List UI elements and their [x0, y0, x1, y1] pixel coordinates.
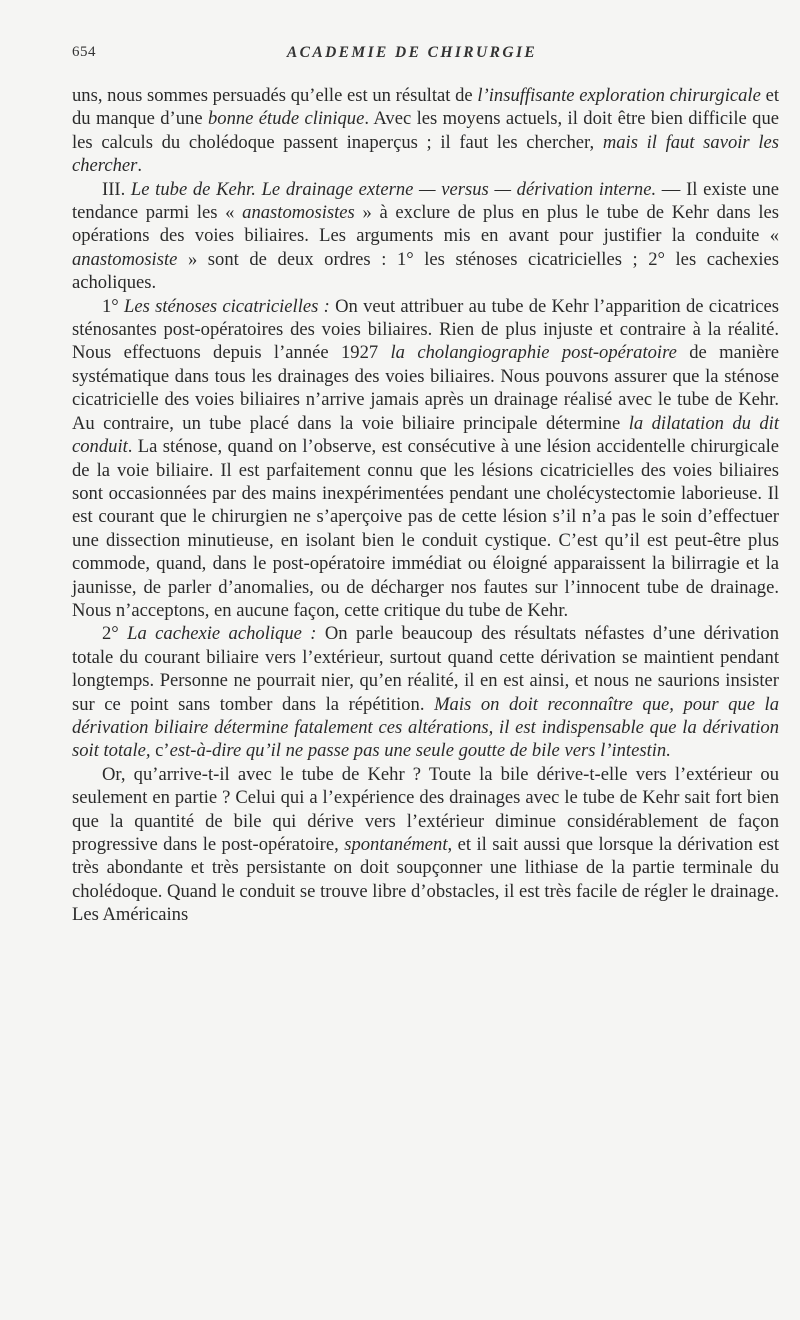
italic-text: Mais on doit reconnaître que, pour que la dérivation biliaire détermine fatalement ces altérations, il est indispensable que la dérivation soit totale, [72, 693, 780, 762]
text-run: et du manque d’une [72, 85, 779, 130]
text-run: III. [102, 178, 131, 200]
text-run: c’ [150, 740, 170, 762]
text-run: 2° [102, 623, 128, 645]
italic-text: anastomosiste [72, 248, 178, 270]
text-run: . La sténose, quand on l’observe, est consécutive à une lésion accidentelle chirurgicale de la voie biliaire. Il est parfaitement connu que les lésions cicatricielles des voies biliaires sont occasionnées par des mains inexpérimentées pendant une cholécystectomie laborieuse. Il est courant que le chirurgien ne s’aperçoive pas de cette lésion s’il n’a pas le soin d’effectuer une dissection minutieuse, en isolant bien le conduit cystique. C’est qu’il est peut-être plus commode, quand, dans le post-opératoire immédiat ou éloigné apparaissent la bilirragie et la jaunisse, de parler d’anomalies, ou de décharger nos fautes sur l’innocent tube de drainage. Nous n’acceptons, en aucune façon, cette critique du tube de Kehr. [72, 436, 779, 621]
running-title: ACADEMIE DE CHIRURGIE [286, 44, 538, 61]
italic-text: est-à-dire qu’il ne passe pas une seule goutte de bile vers l’intestin. [169, 740, 671, 762]
paragraph [72, 178, 779, 295]
italic-text: l’insuffisante exploration chirurgicale [477, 85, 761, 106]
text-run: On parle beaucoup des résultats néfastes d’une dérivation totale du courant biliaire vers l’extérieur, surtout quand cette dérivation se maintient pendant longtemps. Personne ne pourrait nier, qu’en réalité, il en est ainsi, et nous ne saurions insister sur ce point sans tomber dans la répétition. [72, 623, 779, 715]
text-run: » sont de deux ordres : 1° les sténoses cicatricielles ; 2° les cachexies acholiques. [72, 248, 779, 294]
page-header [72, 44, 752, 68]
italic-text: la dilatation du dit conduit [72, 412, 779, 458]
italic-text: bonne étude clinique [207, 108, 365, 130]
text-run: » à exclure de plus en plus le tube de Kehr dans les opérations des voies biliaires. Les arguments mis en avant pour justifier la conduite « [72, 202, 779, 247]
paragraph [72, 622, 779, 762]
paragraph [72, 763, 779, 927]
italic-text: anastomosistes [242, 202, 355, 224]
body-text [72, 84, 779, 927]
italic-text: Le tube de Kehr. Le drainage externe — versus — dérivation interne. [130, 178, 657, 200]
italic-text: la cholangiographie post-opératoire [390, 342, 677, 364]
italic-text: La cachexie acholique : [127, 623, 317, 645]
page-number: 654 [72, 44, 96, 60]
text-run: . [137, 155, 143, 177]
italic-text: Les sténoses cicatricielles : [124, 295, 330, 317]
text-run: On veut attribuer au tube de Kehr l’apparition de cicatrices sténosantes post-opératoires des voies biliaires. Rien de plus injuste et contraire à la réalité. Nous effectuons depuis l’année 1927 [72, 295, 780, 364]
italic-text: mais il faut savoir les chercher [72, 131, 779, 177]
text-run: 1° [102, 295, 125, 317]
text-run: — Il existe une tendance parmi les « [72, 178, 780, 224]
text-run: uns, nous sommes persuadés qu’elle est un résultat de [72, 85, 478, 106]
text-run: . Avec les moyens actuels, il doit être bien difficile que les calculs du cholédoque passent inaperçus ; il faut les chercher, [72, 108, 780, 153]
italic-text: spontanément [344, 834, 448, 855]
paragraph [72, 84, 779, 178]
text-run: Or, qu’arrive-t-il avec le tube de Kehr ? Toute la bile dérive-t-elle vers l’extérieur ou seulement en partie ? Celui qui a l’expérience des drainages avec le tube de Kehr sait fort bien que la quantité de bile qui dérive vers l’extérieur diminue considérablement de façon progressive dans le post-opératoire, [72, 763, 779, 855]
paragraph [72, 295, 779, 623]
text-run: de manière systématique dans tous les drainages des voies biliaires. Nous pouvons assurer que la sténose cicatricielle des voies biliaires n’arrive jamais après un drainage réalisé avec le tube de Kehr. Au contraire, un tube placé dans la voie biliaire principale détermine [72, 342, 779, 434]
text-run: , et il sait aussi que lorsque la dérivation est très abondante et très persistante on doit soupçonner une lithiase de la partie terminale du cholédoque. Quand le conduit se trouve libre d’obstacles, il est très facile de régler le drainage. Les Américains [72, 834, 779, 926]
